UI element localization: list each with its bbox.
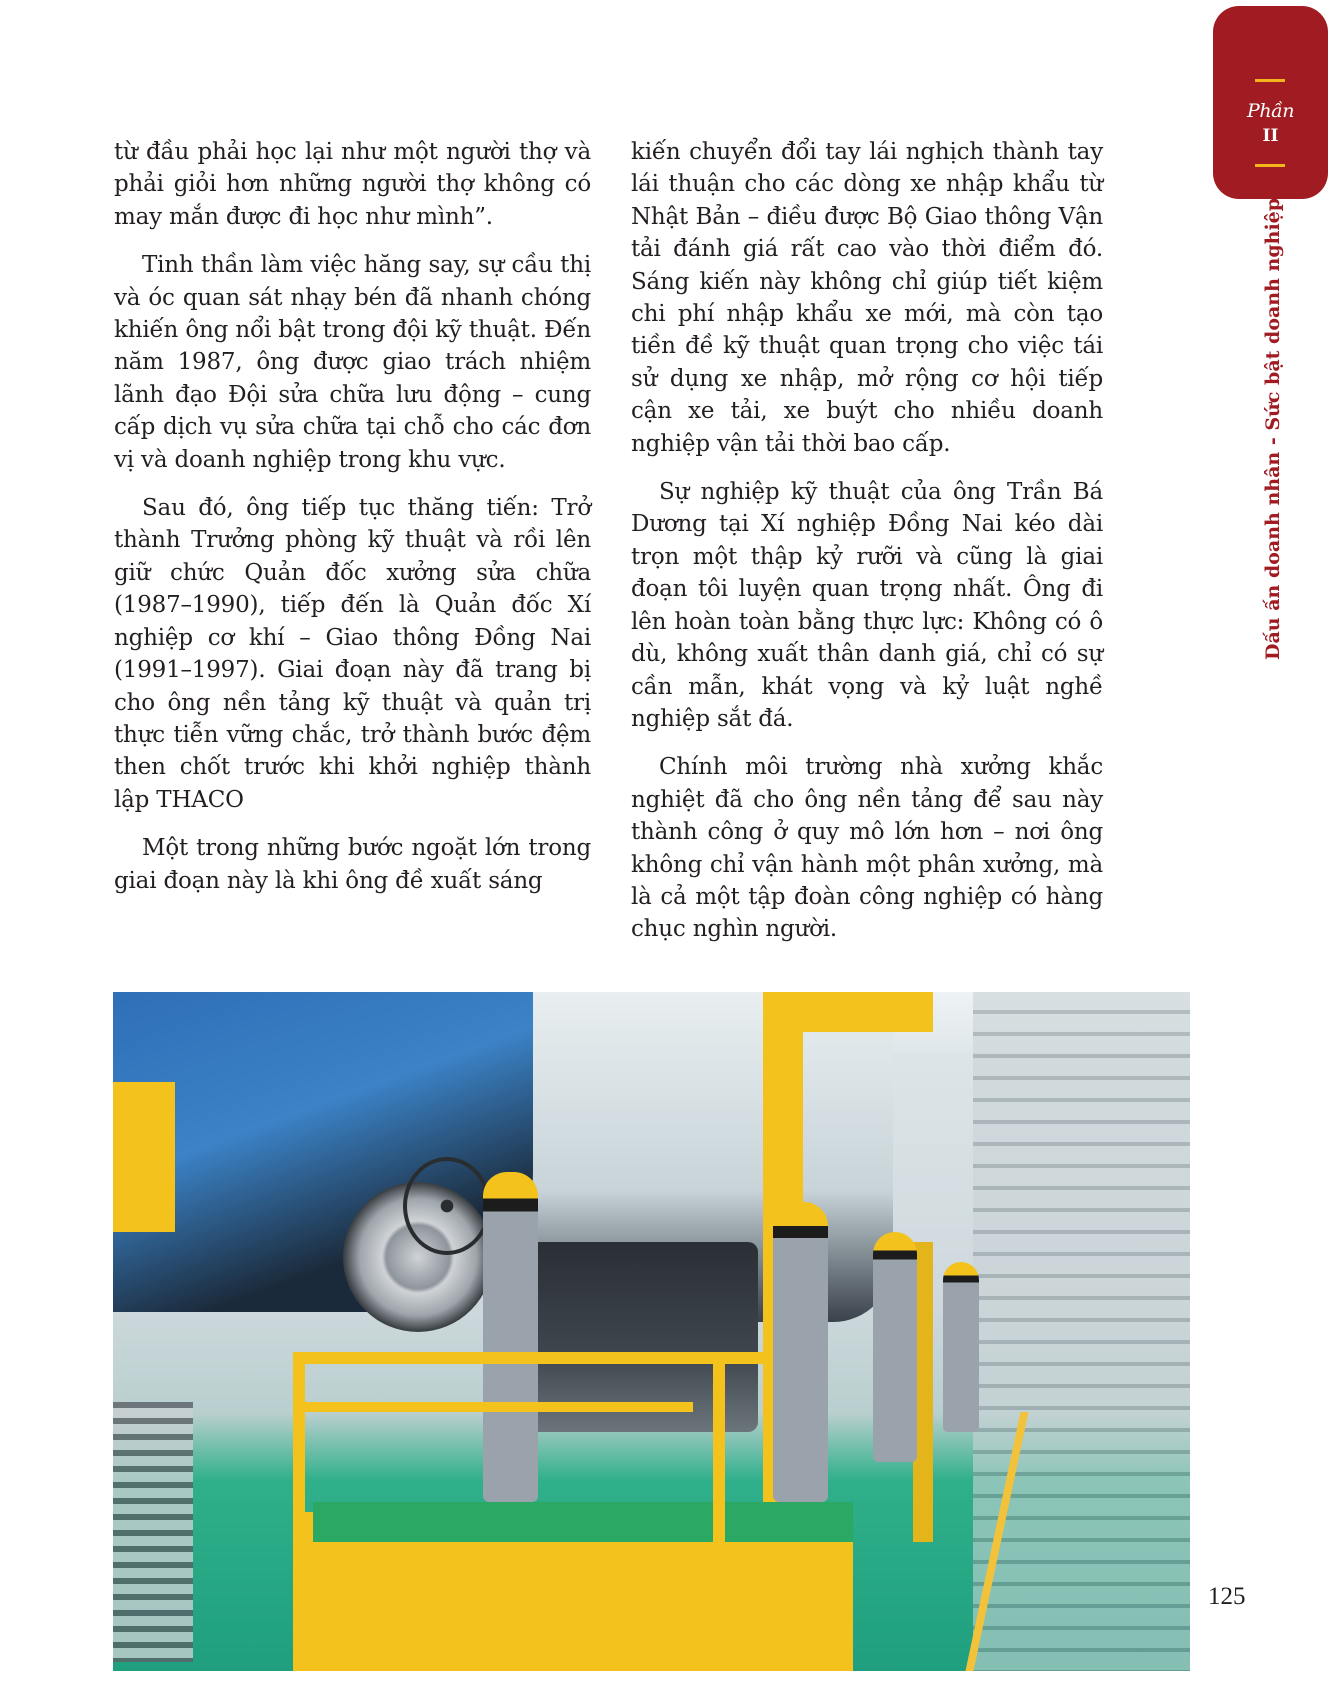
worker-figure bbox=[483, 1172, 538, 1502]
tab-accent-line-top bbox=[1255, 79, 1285, 82]
paragraph: Sự nghiệp kỹ thuật của ông Trần Bá Dương tại Xí nghiệp Đồng Nai kéo dài trọn một thập kỷ rưỡi và cũng là giai đoạn tôi luyện quan trọng nhất. Ông đi lên hoàn toàn bằng thực lực: Không có ô dù, không xuất thân danh giá, chỉ có sự cần mẫn, khát vọng và kỷ luật nghề nghiệp sắt đá. bbox=[631, 479, 1103, 732]
paragraph: từ đầu phải học lại như một người thợ và phải giỏi hơn những người thợ không có may mắn được đi học như mình”. bbox=[114, 139, 591, 230]
yellow-guard-post bbox=[293, 1352, 305, 1552]
paragraph: Chính môi trường nhà xưởng khắc nghiệt đã cho ông nền tảng để sau này thành công ở quy mô lớn hơn – nơi ông không chỉ vận hành một phân xưởng, mà là cả một tập đoàn công nghiệp có hàng chục nghìn người. bbox=[631, 754, 1103, 943]
yellow-guard-rail bbox=[293, 1352, 763, 1364]
yellow-guard-post bbox=[713, 1352, 725, 1652]
assembly-line-photo bbox=[113, 992, 1190, 1671]
parts-rack bbox=[113, 1402, 193, 1662]
worker-figure bbox=[873, 1232, 917, 1462]
chapter-label: Phần bbox=[1247, 100, 1294, 122]
chapter-numeral: II bbox=[1262, 126, 1279, 146]
tab-accent-line-bottom bbox=[1255, 164, 1285, 167]
paragraph: Tinh thần làm việc hăng say, sự cầu thị và óc quan sát nhạy bén đã nhanh chóng khiến ông nổi bật trong đội kỹ thuật. Đến năm 1987, ông được giao trách nhiệm lãnh đạo Đội sửa chữa lưu động – cung cấp dịch vụ sửa chữa tại chỗ cho các đơn vị và doanh nghiệp trong khu vực. bbox=[114, 252, 591, 473]
section-running-title: Dấu ấn doanh nhân - Sức bật doanh nghiệp bbox=[1262, 197, 1284, 660]
yellow-conveyor-beam bbox=[803, 992, 933, 1032]
right-text-column bbox=[631, 136, 1103, 962]
yellow-hanger bbox=[113, 1082, 175, 1232]
page-number: 125 bbox=[1208, 1583, 1246, 1610]
worker-figure bbox=[943, 1262, 979, 1432]
chapter-tab bbox=[1213, 6, 1328, 199]
paragraph: Một trong những bước ngoặt lớn trong giai đoạn này là khi ông đề xuất sáng bbox=[114, 835, 591, 894]
yellow-guard-rail bbox=[293, 1402, 693, 1412]
worker-figure bbox=[773, 1202, 828, 1502]
green-platform-mat bbox=[313, 1502, 853, 1542]
fan-icon bbox=[403, 1157, 491, 1255]
overhead-beams bbox=[973, 992, 1190, 1671]
paragraph: kiến chuyển đổi tay lái nghịch thành tay lái thuận cho các dòng xe nhập khẩu từ Nhật Bản – điều được Bộ Giao thông Vận tải đánh giá rất cao vào thời điểm đó. Sáng kiến này không chỉ giúp tiết kiệm chi phí nhập khẩu xe mới, mà còn tạo tiền đề kỹ thuật quan trọng cho việc tái sử dụng xe nhập, mở rộng cơ hội tiếp cận xe tải, xe buýt cho nhiều doanh nghiệp vận tải thời bao cấp. bbox=[631, 139, 1103, 457]
paragraph: Sau đó, ông tiếp tục thăng tiến: Trở thành Trưởng phòng kỹ thuật và rồi lên giữ chức Quản đốc xưởng sửa chữa (1987–1990), tiếp đến là Quản đốc Xí nghiệp cơ khí – Giao thông Đồng Nai (1991–1997). Giai đoạn này đã trang bị cho ông nền tảng kỹ thuật và quản trị thực tiễn vững chắc, trở thành bước đệm then chốt trước khi khởi nghiệp thành lập THACO bbox=[114, 495, 591, 813]
left-text-column bbox=[114, 136, 591, 913]
